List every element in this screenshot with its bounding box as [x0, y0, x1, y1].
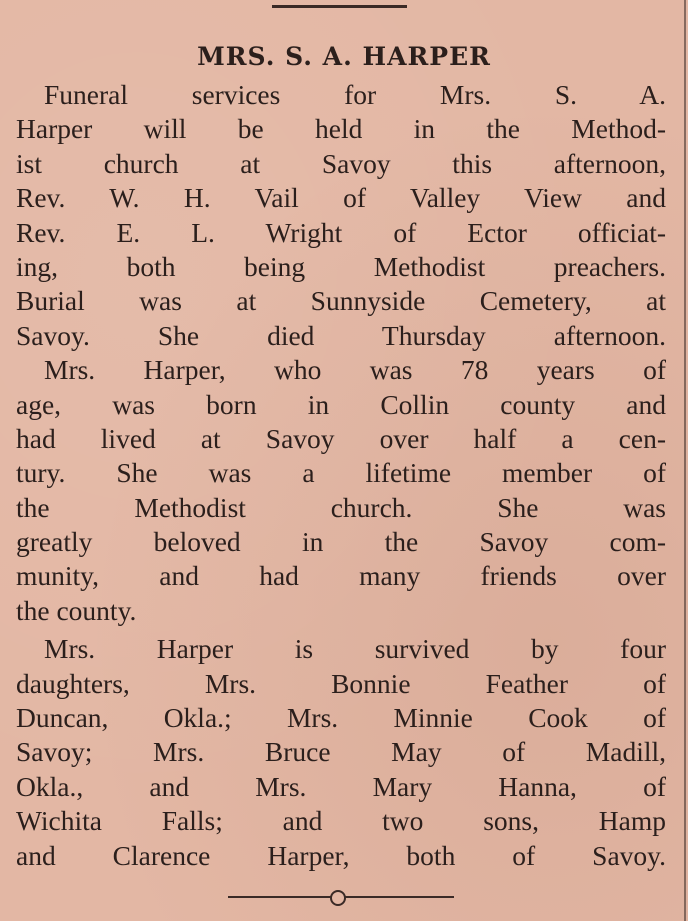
paragraph-2-line-7: munity, and had many friends over	[16, 560, 666, 592]
paragraph-2-line-1: Mrs. Harper, who was 78 years of	[44, 354, 666, 386]
paragraph-2-line-5: the Methodist church. She was	[16, 491, 666, 523]
paragraph-3-line-7: and Clarence Harper, both of Savoy.	[16, 839, 666, 871]
column-edge	[684, 0, 686, 921]
paragraph-2-line-6: greatly beloved in the Savoy com-	[16, 526, 666, 558]
paragraph-1-line-1: Funeral services for Mrs. S. A.	[44, 79, 666, 110]
paragraph-2-line-8: the county.	[16, 594, 137, 626]
paragraph-3-line-4: Savoy; Mrs. Bruce May of Madill,	[16, 736, 666, 768]
paragraph-1-line-6: ing, both being Methodist preachers.	[16, 250, 666, 282]
paragraph-1-line-8: Savoy. She died Thursday afternoon.	[16, 319, 666, 351]
paragraph-1-line-2: Harper will be held in the Method-	[16, 113, 666, 145]
paragraph-3-line-3: Duncan, Okla.; Mrs. Minnie Cook of	[16, 702, 666, 734]
paragraph-1-line-4: Rev. W. H. Vail of Valley View and	[16, 182, 666, 214]
paragraph-1-line-5: Rev. E. L. Wright of Ector officiat-	[16, 216, 666, 248]
paragraph-3-line-1: Mrs. Harper is survived by four	[44, 633, 666, 665]
paragraph-2-line-4: tury. She was a lifetime member of	[16, 457, 666, 489]
article-body	[16, 78, 666, 873]
article-title: MRS. S. A. HARPER	[197, 42, 491, 71]
paragraph-1-line-3: ist church at Savoy this afternoon,	[16, 147, 666, 179]
paragraph-2-line-2: age, was born in Collin county and	[16, 388, 666, 420]
top-rule	[272, 5, 407, 8]
paragraph-3-line-2: daughters, Mrs. Bonnie Feather of	[16, 667, 666, 699]
paragraph-2-line-3: had lived at Savoy over half a cen-	[16, 422, 666, 454]
paragraph-1-line-7: Burial was at Sunnyside Cemetery, at	[16, 285, 666, 317]
end-ornament	[330, 890, 346, 906]
paragraph-3-line-5: Okla., and Mrs. Mary Hanna, of	[16, 770, 666, 802]
paragraph-3-line-6: Wichita Falls; and two sons, Hamp	[16, 805, 666, 837]
